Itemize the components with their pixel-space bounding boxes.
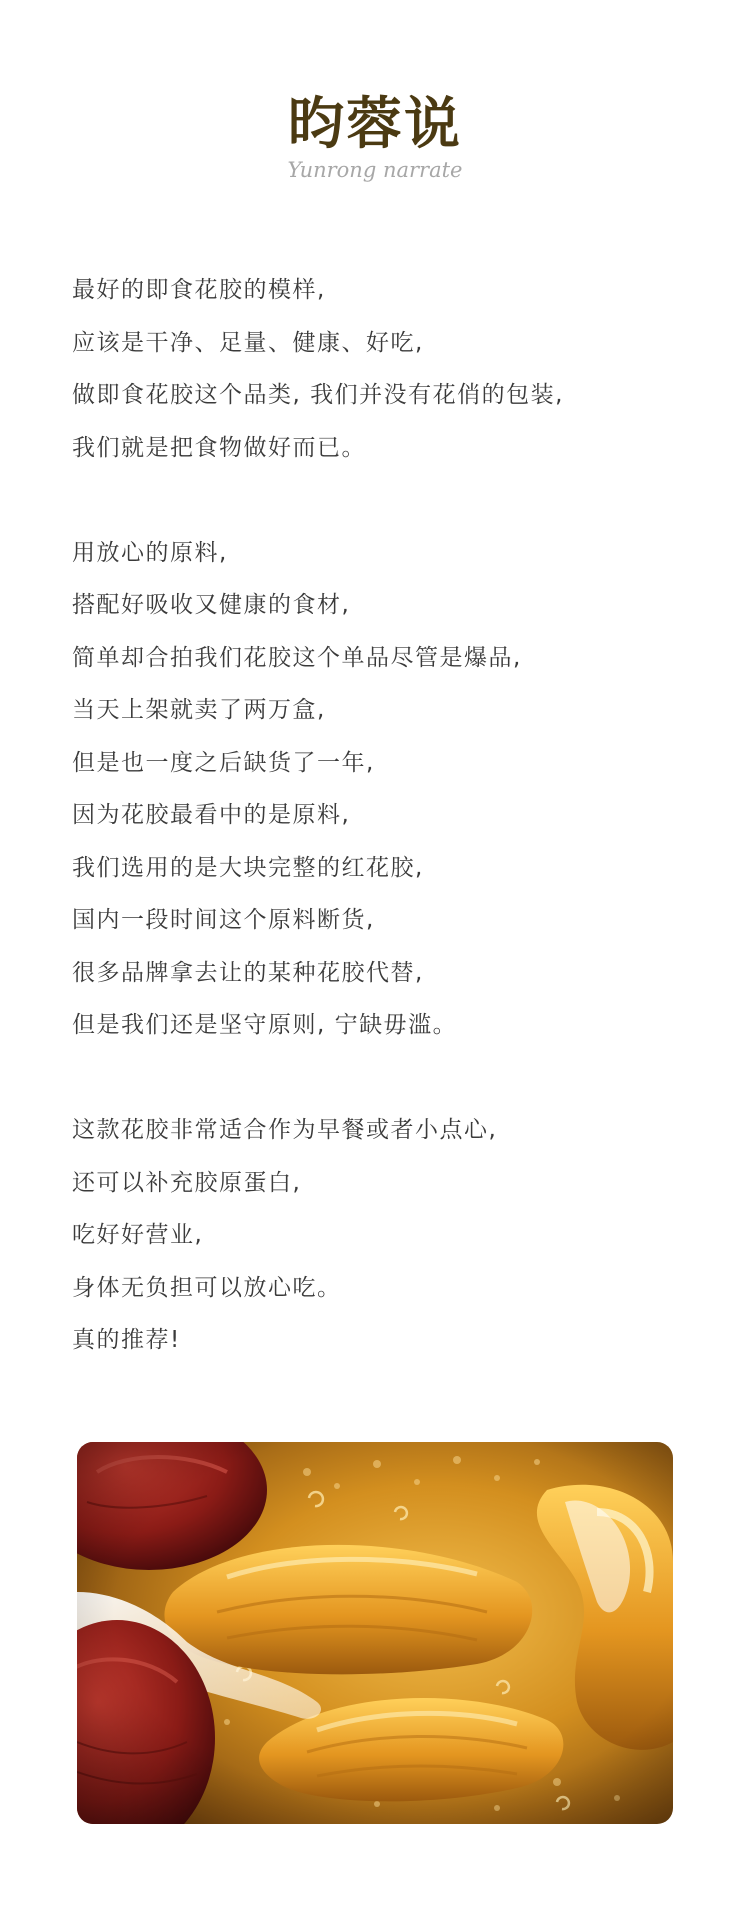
paragraph-2	[72, 527, 692, 1052]
text-line: 最好的即食花胶的模样,	[72, 277, 326, 303]
text-line: 简单却合拍我们花胶这个单品尽管是爆品,	[72, 644, 522, 671]
page-subtitle: Yunrong narrate	[287, 158, 463, 182]
paragraph-3	[72, 1104, 692, 1367]
text-line: 当天上架就卖了两万盒,	[72, 697, 326, 723]
text-line: 吃好好营业,	[72, 1222, 204, 1248]
header	[0, 92, 750, 182]
product-photo	[77, 1442, 673, 1824]
text-line: 我们选用的是大块完整的红花胶,	[72, 854, 424, 881]
page-title: 昀蓉说	[288, 91, 462, 157]
text-line: 搭配好吸收又健康的食材,	[72, 592, 351, 618]
text-line: 应该是干净、足量、健康、好吃,	[72, 329, 424, 356]
text-line: 真的推荐!	[72, 1327, 181, 1353]
text-line: 但是我们还是坚守原则, 宁缺毋滥。	[72, 1012, 458, 1038]
text-line: 但是也一度之后缺货了一年,	[72, 749, 375, 776]
article-body	[72, 264, 692, 1367]
text-line: 用放心的原料,	[72, 539, 228, 566]
text-line: 我们就是把食物做好而已。	[72, 434, 366, 461]
text-line: 这款花胶非常适合作为早餐或者小点心,	[72, 1117, 498, 1143]
paragraph-1	[72, 264, 692, 474]
text-line: 身体无负担可以放心吃。	[72, 1274, 342, 1301]
text-line: 很多品牌拿去让的某种花胶代替,	[72, 959, 424, 986]
text-line: 因为花胶最看中的是原料,	[72, 802, 351, 828]
text-line: 做即食花胶这个品类, 我们并没有花俏的包装,	[72, 382, 564, 408]
soup-photo-illustration	[77, 1442, 673, 1824]
text-line: 国内一段时间这个原料断货,	[72, 907, 375, 933]
text-line: 还可以补充胶原蛋白,	[72, 1169, 302, 1196]
